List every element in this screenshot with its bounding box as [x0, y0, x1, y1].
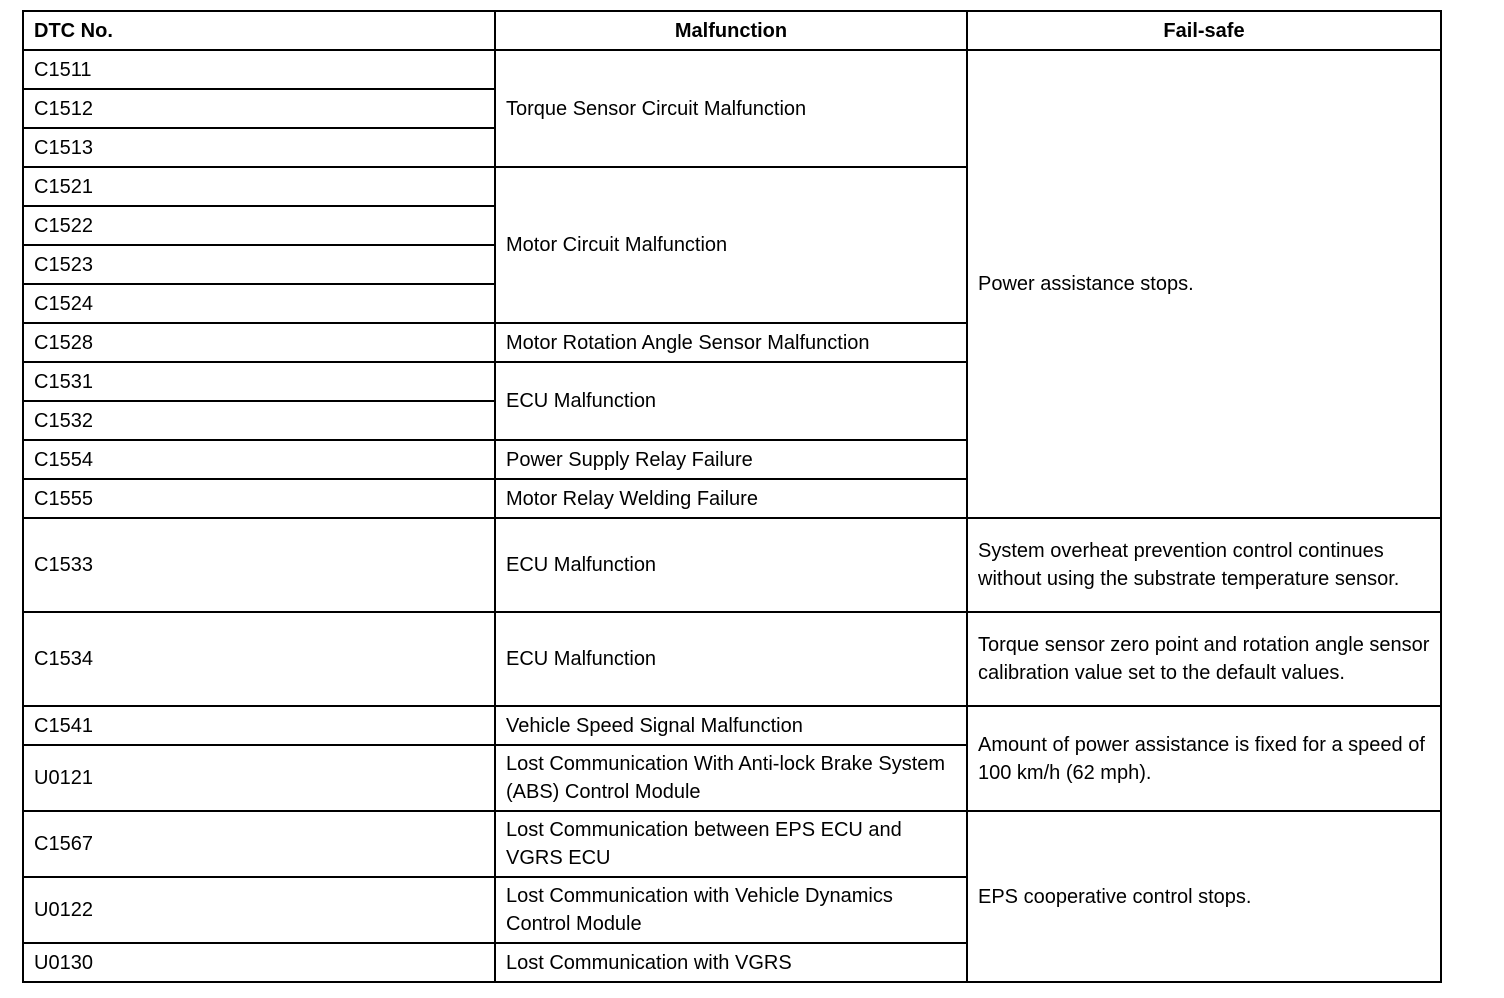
failsafe-cell: System overheat prevention control continues without using the substrate temperature sensor.	[967, 518, 1441, 612]
table-row	[23, 811, 1441, 877]
dtc-code: C1513	[23, 128, 495, 167]
failsafe-cell: EPS cooperative control stops.	[967, 811, 1441, 982]
dtc-code: C1533	[23, 518, 495, 612]
failsafe-cell: Power assistance stops.	[967, 50, 1441, 518]
malfunction-cell: Motor Rotation Angle Sensor Malfunction	[495, 323, 967, 362]
table-header-row	[23, 11, 1441, 50]
dtc-code: C1524	[23, 284, 495, 323]
table-row	[23, 50, 1441, 89]
malfunction-cell: ECU Malfunction	[495, 612, 967, 706]
table-row	[23, 612, 1441, 706]
dtc-code: C1528	[23, 323, 495, 362]
dtc-code: C1541	[23, 706, 495, 745]
header-malfunction: Malfunction	[495, 11, 967, 50]
dtc-code: C1521	[23, 167, 495, 206]
dtc-table	[22, 10, 1442, 983]
dtc-code: U0122	[23, 877, 495, 943]
dtc-code: C1532	[23, 401, 495, 440]
header-dtc: DTC No.	[23, 11, 495, 50]
failsafe-cell: Amount of power assistance is fixed for a speed of 100 km/h (62 mph).	[967, 706, 1441, 811]
dtc-code: U0121	[23, 745, 495, 811]
malfunction-cell: ECU Malfunction	[495, 362, 967, 440]
dtc-code: C1534	[23, 612, 495, 706]
dtc-code: C1567	[23, 811, 495, 877]
table-row	[23, 706, 1441, 745]
malfunction-cell: Lost Communication between EPS ECU and VGRS ECU	[495, 811, 967, 877]
malfunction-cell: Lost Communication with VGRS	[495, 943, 967, 982]
malfunction-cell: Power Supply Relay Failure	[495, 440, 967, 479]
dtc-code: C1522	[23, 206, 495, 245]
malfunction-cell: Vehicle Speed Signal Malfunction	[495, 706, 967, 745]
dtc-code: C1555	[23, 479, 495, 518]
malfunction-cell: ECU Malfunction	[495, 518, 967, 612]
table-row	[23, 518, 1441, 612]
malfunction-cell: Torque Sensor Circuit Malfunction	[495, 50, 967, 167]
failsafe-cell: Torque sensor zero point and rotation angle sensor calibration value set to the default values.	[967, 612, 1441, 706]
dtc-code: C1511	[23, 50, 495, 89]
dtc-code: C1531	[23, 362, 495, 401]
header-failsafe: Fail-safe	[967, 11, 1441, 50]
malfunction-cell: Motor Relay Welding Failure	[495, 479, 967, 518]
malfunction-cell: Motor Circuit Malfunction	[495, 167, 967, 323]
dtc-code: U0130	[23, 943, 495, 982]
malfunction-cell: Lost Communication with Vehicle Dynamics Control Module	[495, 877, 967, 943]
dtc-code: C1523	[23, 245, 495, 284]
dtc-code: C1554	[23, 440, 495, 479]
malfunction-cell: Lost Communication With Anti-lock Brake System (ABS) Control Module	[495, 745, 967, 811]
dtc-code: C1512	[23, 89, 495, 128]
